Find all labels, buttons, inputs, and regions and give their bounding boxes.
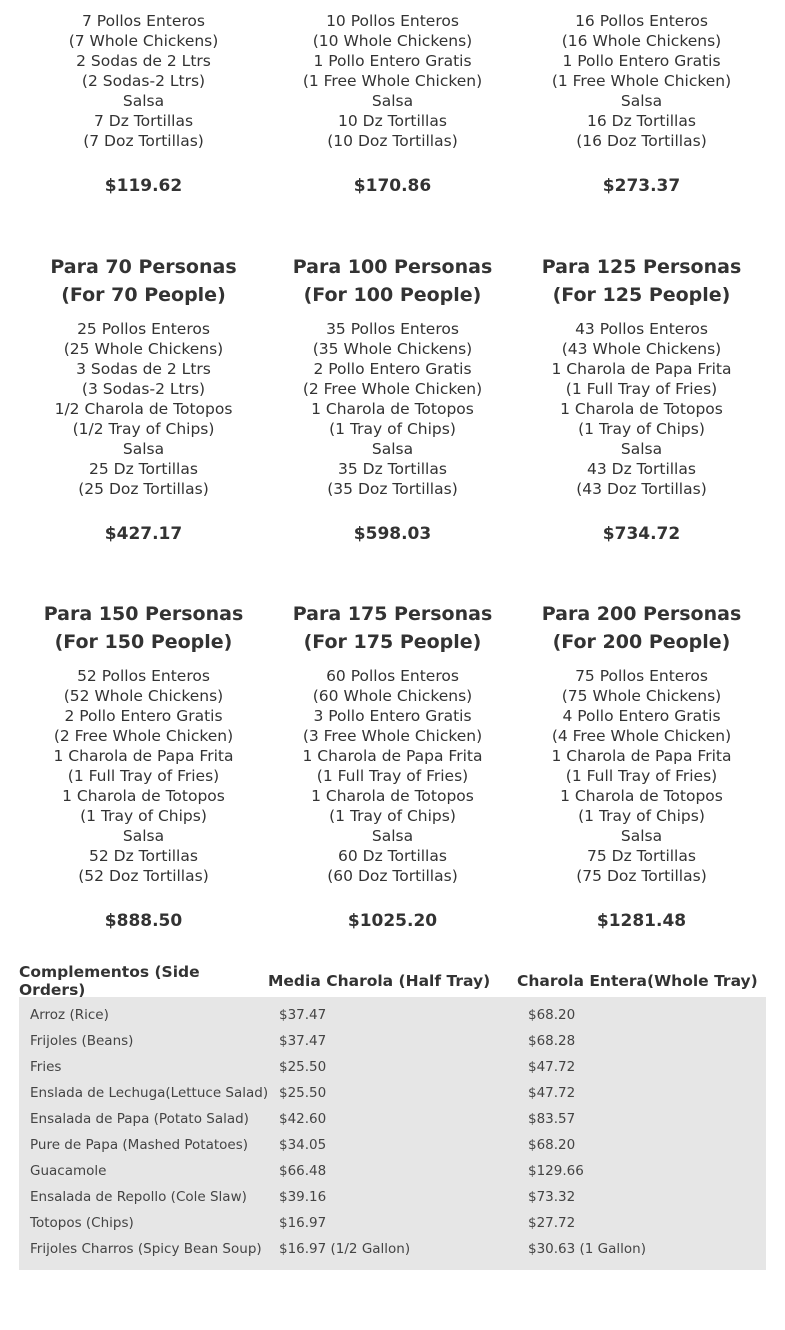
package-item: Salsa (371, 827, 414, 845)
package-item: 7 Dz Tortillas (93, 112, 194, 130)
package-item: 35 Pollos Enteros (326, 320, 459, 338)
package-item: (25 Doz Tortillas) (78, 480, 209, 498)
package-card (517, 582, 766, 964)
package-item: Salsa (122, 827, 165, 845)
package-item: 2 Sodas de 2 Ltrs (76, 52, 211, 70)
package-item: 10 Pollos Enteros (326, 12, 459, 30)
half-tray-price: $34.05 (279, 1137, 327, 1153)
whole-tray-price: $73.32 (528, 1189, 576, 1205)
half-tray-price: $37.47 (279, 1033, 327, 1049)
side-name: Enslada de Lechuga(Lettuce Salad) (30, 1085, 269, 1101)
package-item: 52 Dz Tortillas (89, 847, 198, 865)
package-price: $888.50 (104, 911, 183, 931)
package-item: Salsa (122, 440, 165, 458)
package-item: 1 Pollo Entero Gratis (313, 52, 472, 70)
package-price: $734.72 (602, 524, 681, 544)
package-item: (43 Whole Chickens) (561, 340, 722, 358)
package-item: 75 Dz Tortillas (587, 847, 696, 865)
package-item: (75 Whole Chickens) (561, 687, 722, 705)
package-title-english: (For 70 People) (61, 284, 226, 306)
table-row (19, 1028, 766, 1054)
package-price: $1025.20 (347, 911, 438, 931)
package-price: $427.17 (104, 524, 183, 544)
package-card (517, 0, 766, 235)
package-item: (1 Tray of Chips) (578, 807, 705, 825)
package-items (268, 656, 517, 886)
package-item: (52 Whole Chickens) (63, 687, 224, 705)
package-item: Salsa (620, 440, 663, 458)
package-row-2 (0, 235, 785, 582)
package-item: (10 Doz Tortillas) (327, 132, 458, 150)
package-title-english: (For 100 People) (303, 284, 482, 306)
side-name: Fries (30, 1059, 62, 1075)
whole-tray-price: $83.57 (528, 1111, 576, 1127)
package-title-english: (For 200 People) (552, 631, 731, 653)
package-item: 1 Pollo Entero Gratis (562, 52, 721, 70)
side-orders-body (19, 997, 766, 1270)
package-item: (4 Free Whole Chicken) (551, 727, 732, 745)
package-item: (2 Free Whole Chicken) (302, 380, 483, 398)
package-item: 16 Dz Tortillas (587, 112, 696, 130)
package-item: 1/2 Charola de Totopos (54, 400, 233, 418)
package-item: (43 Doz Tortillas) (576, 480, 707, 498)
half-tray-price: $37.47 (279, 1007, 327, 1023)
package-item: 10 Dz Tortillas (338, 112, 447, 130)
package-item: 43 Dz Tortillas (587, 460, 696, 478)
side-name: Frijoles Charros (Spicy Bean Soup) (30, 1241, 262, 1257)
package-item: (1 Full Tray of Fries) (67, 767, 220, 785)
package-heading (19, 235, 268, 309)
table-row (19, 1210, 766, 1236)
package-items (517, 0, 766, 151)
package-item: (1 Tray of Chips) (329, 420, 456, 438)
package-item: (10 Whole Chickens) (312, 32, 473, 50)
package-heading (268, 582, 517, 656)
side-name: Guacamole (30, 1163, 107, 1179)
column-header-whole-tray: Charola Entera(Whole Tray) (517, 971, 758, 990)
half-tray-price: $25.50 (279, 1059, 327, 1075)
package-item: (35 Whole Chickens) (312, 340, 473, 358)
whole-tray-price: $30.63 (1 Gallon) (528, 1241, 646, 1257)
package-title-english: (For 150 People) (54, 631, 233, 653)
package-item: 60 Dz Tortillas (338, 847, 447, 865)
package-item: 1 Charola de Totopos (311, 400, 474, 418)
table-row (19, 1158, 766, 1184)
package-card (268, 235, 517, 582)
package-item: 7 Pollos Enteros (82, 12, 205, 30)
package-items (19, 656, 268, 886)
package-item: Salsa (620, 92, 663, 110)
table-row (19, 1106, 766, 1132)
whole-tray-price: $47.72 (528, 1085, 576, 1101)
package-title-spanish: Para 200 Personas (541, 603, 742, 625)
column-header-side-orders: Complementos (Side Orders) (19, 962, 200, 999)
package-card (517, 235, 766, 582)
package-item: (2 Free Whole Chicken) (53, 727, 234, 745)
package-title-english: (For 125 People) (552, 284, 731, 306)
half-tray-price: $66.48 (279, 1163, 327, 1179)
package-title-english: (For 175 People) (303, 631, 482, 653)
half-tray-price: $16.97 (279, 1215, 327, 1231)
package-item: 35 Dz Tortillas (338, 460, 447, 478)
side-name: Arroz (Rice) (30, 1007, 109, 1023)
package-item: 52 Pollos Enteros (77, 667, 210, 685)
package-item: (52 Doz Tortillas) (78, 867, 209, 885)
package-item: Salsa (122, 92, 165, 110)
side-name: Ensalada de Repollo (Cole Slaw) (30, 1189, 247, 1205)
package-title-spanish: Para 150 Personas (43, 603, 244, 625)
package-item: (60 Whole Chickens) (312, 687, 473, 705)
package-item: 43 Pollos Enteros (575, 320, 708, 338)
table-row (19, 1002, 766, 1028)
package-item: (1 Tray of Chips) (80, 807, 207, 825)
side-orders-header (19, 964, 766, 997)
side-name: Pure de Papa (Mashed Potatoes) (30, 1137, 249, 1153)
package-heading (19, 582, 268, 656)
package-items (19, 309, 268, 499)
package-items (517, 656, 766, 886)
side-name: Totopos (Chips) (30, 1215, 134, 1231)
table-row (19, 1236, 766, 1262)
package-item: 1 Charola de Papa Frita (302, 747, 483, 765)
package-row-1 (0, 0, 785, 235)
package-item: 1 Charola de Totopos (560, 787, 723, 805)
package-item: (1 Tray of Chips) (329, 807, 456, 825)
package-item: Salsa (371, 440, 414, 458)
side-orders-table (19, 964, 766, 1270)
package-item: 3 Pollo Entero Gratis (313, 707, 472, 725)
package-card (19, 582, 268, 964)
half-tray-price: $42.60 (279, 1111, 327, 1127)
side-name: Frijoles (Beans) (30, 1033, 134, 1049)
table-row (19, 1080, 766, 1106)
package-price: $119.62 (104, 176, 183, 196)
package-item: 2 Pollo Entero Gratis (313, 360, 472, 378)
package-item: (25 Whole Chickens) (63, 340, 224, 358)
package-item: 1 Charola de Totopos (560, 400, 723, 418)
package-item: (60 Doz Tortillas) (327, 867, 458, 885)
package-item: (2 Sodas-2 Ltrs) (81, 72, 206, 90)
package-heading (517, 582, 766, 656)
package-item: 1 Charola de Papa Frita (53, 747, 234, 765)
package-item: 1 Charola de Papa Frita (551, 747, 732, 765)
half-tray-price: $39.16 (279, 1189, 327, 1205)
whole-tray-price: $27.72 (528, 1215, 576, 1231)
package-item: 3 Sodas de 2 Ltrs (76, 360, 211, 378)
package-item: (35 Doz Tortillas) (327, 480, 458, 498)
package-item: (1 Full Tray of Fries) (565, 380, 718, 398)
package-title-spanish: Para 125 Personas (541, 256, 742, 278)
half-tray-price: $25.50 (279, 1085, 327, 1101)
package-heading (517, 235, 766, 309)
package-items (19, 0, 268, 151)
whole-tray-price: $68.20 (528, 1137, 576, 1153)
package-item: (1 Tray of Chips) (578, 420, 705, 438)
column-header-half-tray: Media Charola (Half Tray) (268, 971, 491, 990)
package-item: 60 Pollos Enteros (326, 667, 459, 685)
package-card (19, 0, 268, 235)
package-item: (75 Doz Tortillas) (576, 867, 707, 885)
package-item: 25 Pollos Enteros (77, 320, 210, 338)
package-item: 75 Pollos Enteros (575, 667, 708, 685)
package-price: $1281.48 (596, 911, 687, 931)
package-item: Salsa (371, 92, 414, 110)
package-item: (1 Full Tray of Fries) (565, 767, 718, 785)
package-item: 2 Pollo Entero Gratis (64, 707, 223, 725)
package-item: (1 Free Whole Chicken) (302, 72, 483, 90)
package-card (268, 582, 517, 964)
package-item: 16 Pollos Enteros (575, 12, 708, 30)
package-item: 1 Charola de Papa Frita (551, 360, 732, 378)
side-name: Ensalada de Papa (Potato Salad) (30, 1111, 249, 1127)
package-price: $598.03 (353, 524, 432, 544)
package-row-3 (0, 582, 785, 964)
package-items (268, 0, 517, 151)
package-item: (16 Whole Chickens) (561, 32, 722, 50)
package-items (517, 309, 766, 499)
package-item: (3 Free Whole Chicken) (302, 727, 483, 745)
package-title-spanish: Para 70 Personas (50, 256, 237, 278)
package-title-spanish: Para 175 Personas (292, 603, 493, 625)
whole-tray-price: $47.72 (528, 1059, 576, 1075)
package-item: (3 Sodas-2 Ltrs) (81, 380, 206, 398)
package-item: (16 Doz Tortillas) (576, 132, 707, 150)
package-item: (7 Doz Tortillas) (83, 132, 204, 150)
package-card (19, 235, 268, 582)
package-item: 1 Charola de Totopos (62, 787, 225, 805)
package-item: (1 Free Whole Chicken) (551, 72, 732, 90)
table-row (19, 1054, 766, 1080)
whole-tray-price: $129.66 (528, 1163, 584, 1179)
package-card (268, 0, 517, 235)
package-heading (268, 235, 517, 309)
package-items (268, 309, 517, 499)
table-row (19, 1132, 766, 1158)
package-item: 4 Pollo Entero Gratis (562, 707, 721, 725)
package-item: (1/2 Tray of Chips) (72, 420, 215, 438)
package-price: $170.86 (353, 176, 432, 196)
package-item: 25 Dz Tortillas (89, 460, 198, 478)
package-item: (1 Full Tray of Fries) (316, 767, 469, 785)
package-item: (7 Whole Chickens) (68, 32, 219, 50)
package-title-spanish: Para 100 Personas (292, 256, 493, 278)
table-row (19, 1184, 766, 1210)
package-item: 1 Charola de Totopos (311, 787, 474, 805)
whole-tray-price: $68.20 (528, 1007, 576, 1023)
whole-tray-price: $68.28 (528, 1033, 576, 1049)
half-tray-price: $16.97 (1/2 Gallon) (279, 1241, 411, 1257)
package-item: Salsa (620, 827, 663, 845)
package-price: $273.37 (602, 176, 681, 196)
